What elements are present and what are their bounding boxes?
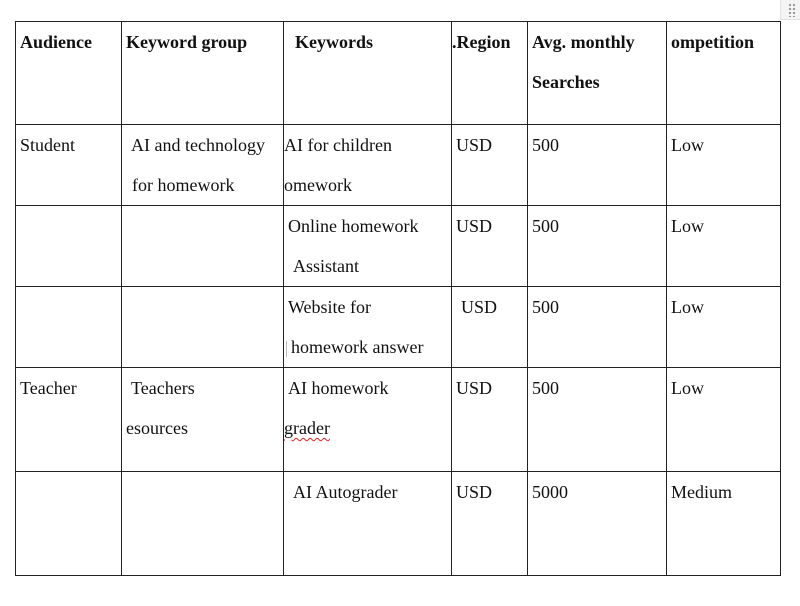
header-region: .Region — [452, 22, 528, 125]
cell-searches: 500 — [528, 287, 667, 368]
cell-region: USD — [452, 125, 528, 206]
cursor-mark — [286, 341, 287, 357]
cell-searches: 5000 — [528, 472, 667, 576]
header-audience: Audience — [16, 22, 122, 125]
drag-dots-icon — [788, 3, 796, 17]
cell-competition: Low — [667, 287, 781, 368]
cell-region: USD — [452, 368, 528, 472]
table-row — [16, 287, 781, 368]
cell-region: USD — [452, 472, 528, 576]
cell-keyword-group: Teachers esources — [122, 368, 284, 472]
cell-audience — [16, 206, 122, 287]
table-row — [16, 206, 781, 287]
cell-keyword-group: AI and technology for homework — [122, 125, 284, 206]
cell-searches: 500 — [528, 206, 667, 287]
cell-keywords: AI homework grader — [284, 368, 452, 472]
cell-keyword-group — [122, 287, 284, 368]
cell-audience — [16, 287, 122, 368]
cell-keyword-group — [122, 206, 284, 287]
drag-handle[interactable] — [780, 0, 800, 20]
cell-keywords: AI for children omework — [284, 125, 452, 206]
cell-audience: Student — [16, 125, 122, 206]
cell-audience: Teacher — [16, 368, 122, 472]
header-competition: ompetition — [667, 22, 781, 125]
cell-competition: Low — [667, 368, 781, 472]
cell-competition: Medium — [667, 472, 781, 576]
header-keywords: Keywords — [284, 22, 452, 125]
cell-competition: Low — [667, 125, 781, 206]
cell-keywords: Online homework Assistant — [284, 206, 452, 287]
keyword-table — [15, 21, 781, 576]
table-row — [16, 472, 781, 576]
header-row — [16, 22, 781, 125]
header-keyword-group: Keyword group — [122, 22, 284, 125]
cell-keywords: AI Autograder — [284, 472, 452, 576]
header-avg-searches: Avg. monthly Searches — [528, 22, 667, 125]
cell-audience — [16, 472, 122, 576]
cell-searches: 500 — [528, 368, 667, 472]
spellcheck-word[interactable]: grader — [284, 418, 330, 438]
cell-searches: 500 — [528, 125, 667, 206]
cell-keyword-group — [122, 472, 284, 576]
cell-region: USD — [452, 206, 528, 287]
cell-competition: Low — [667, 206, 781, 287]
table-row — [16, 368, 781, 472]
cell-keywords: Website for homework answer — [284, 287, 452, 368]
table-row — [16, 125, 781, 206]
cell-region: USD — [452, 287, 528, 368]
